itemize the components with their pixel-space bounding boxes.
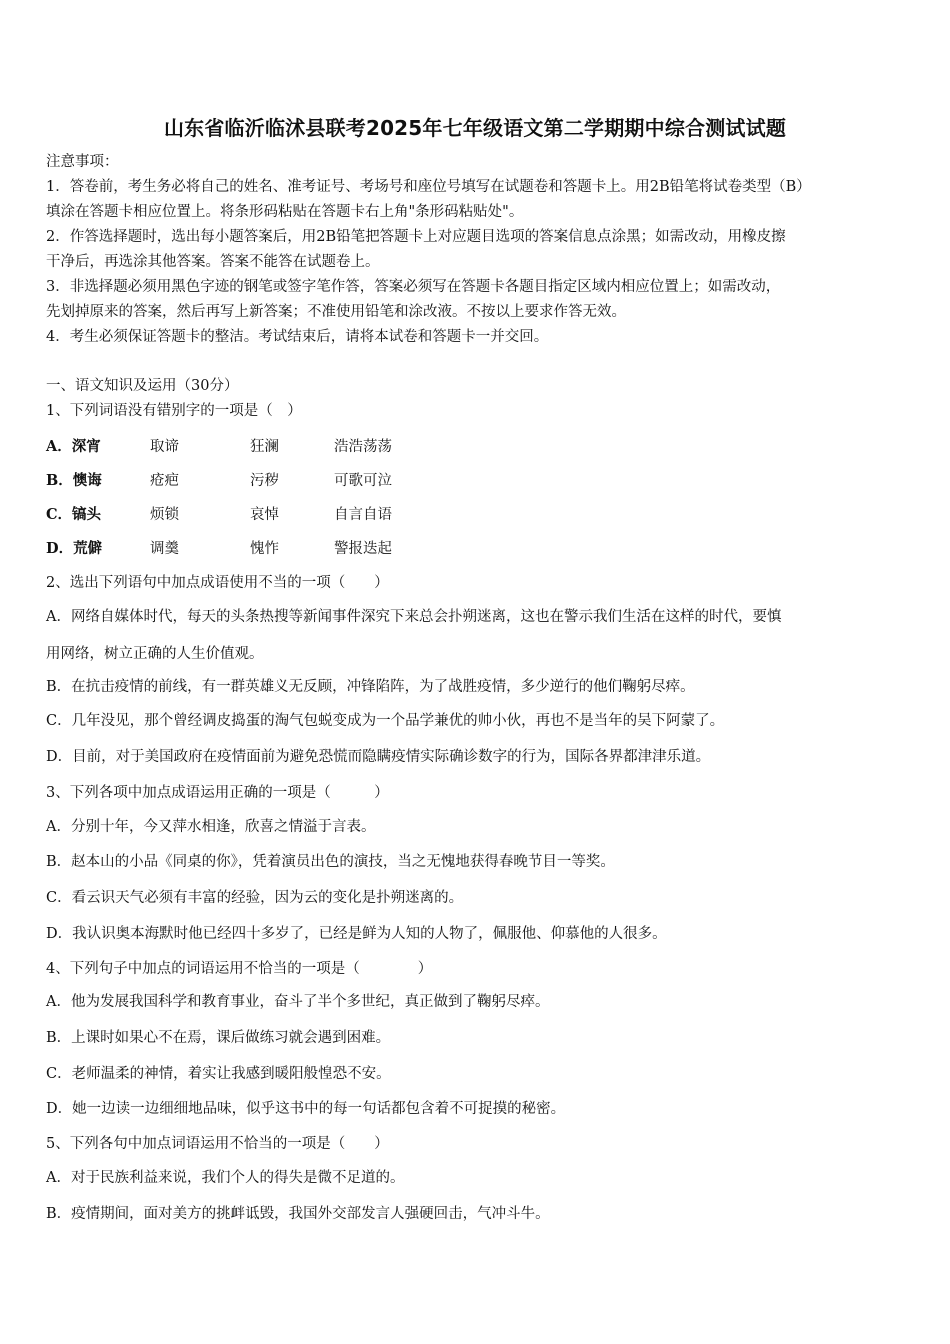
question-1-stem: 1、下列词语没有错别字的一项是（ ） — [46, 403, 302, 419]
question-2-option-d: D．目前，对于美国政府在疫情面前为避免恐慌而隐瞒疫情实际确诊数字的行为，国际各界都津津乐道。 — [46, 749, 711, 765]
section-heading: 一、语文知识及运用（30分） — [46, 378, 239, 394]
question-4-option-c: C．老师温柔的神情，着实让我感到暖阳般惶恐不安。 — [46, 1066, 391, 1082]
question-4-option-b: B．上课时如果心不在焉，课后做练习就会遇到困难。 — [46, 1030, 391, 1046]
question-5-option-a: A．对于民族利益来说，我们个人的得失是微不足道的。 — [46, 1170, 405, 1186]
notice-line: 先划掉原来的答案，然后再写上新答案；不准使用铅笔和涂改液。不按以上要求作答无效。 — [46, 304, 626, 320]
question-3-option-a: A．分别十年，今又萍水相逢，欣喜之情溢于言表。 — [46, 819, 376, 835]
question-3-option-d: D．我认识奥本海默时他已经四十多岁了，已经是鲜为人知的人物了，佩服他、仰慕他的人很多。 — [46, 926, 667, 942]
question-5-stem: 5、下列各句中加点词语运用不恰当的一项是（ ） — [46, 1136, 389, 1152]
notice-line: 干净后，再选涂其他答案。答案不能答在试题卷上。 — [46, 254, 380, 270]
notice-line: 2．作答选择题时，选出每小题答案后，用2B铅笔把答题卡上对应题目选项的答案信息点涂黑；如需改动，用橡皮擦 — [46, 229, 786, 245]
question-2-option-b: B．在抗击疫情的前线，有一群英雄义无反顾，冲锋陷阵，为了战胜疫情，多少逆行的他们鞠躬尽瘁。 — [46, 679, 695, 695]
notice-line: 4．考生必须保证答题卡的整洁。考试结束后，请将本试卷和答题卡一并交回。 — [46, 329, 549, 345]
question-2-option-a-cont: 用网络，树立正确的人生价值观。 — [46, 646, 264, 662]
question-4-stem: 4、下列句子中加点的词语运用不恰当的一项是（ ） — [46, 961, 433, 977]
question-2-option-a: A．网络自媒体时代，每天的头条热搜等新闻事件深究下来总会扑朔迷离，这也在警示我们生活在这样的时代，要慎 — [46, 609, 782, 625]
question-3-option-c: C．看云识天气必须有丰富的经验，因为云的变化是扑朔迷离的。 — [46, 890, 464, 906]
question-3-stem: 3、下列各项中加点成语运用正确的一项是（ ） — [46, 785, 389, 801]
question-2-stem: 2、选出下列语句中加点成语使用不当的一项（ ） — [46, 575, 389, 591]
notice-heading: 注意事项： — [46, 154, 119, 170]
question-4-option-d: D．她一边读一边细细地品味，似乎这书中的每一句话都包含着不可捉摸的秘密。 — [46, 1101, 566, 1117]
question-2-option-c: C．几年没见，那个曾经调皮捣蛋的淘气包蜕变成为一个品学兼优的帅小伙，再也不是当年的吴下阿蒙了。 — [46, 713, 725, 729]
question-3-option-b: B．赵本山的小品《同桌的你》，凭着演员出色的演技，当之无愧地获得春晚节目一等奖。 — [46, 854, 615, 870]
exam-page: 山东省临沂临沭县联考2025年七年级语文第二学期期中综合测试试题 注意事项： 1．答卷前，考生务必将自己的姓名、准考证号、考场号和座位号填写在试题卷和答题卡上。用2B铅笔将试卷类型（B） 填涂在答题卡相应位置上。将条形码粘贴在答题卡右上角"条形码粘贴处"。 2．作答选择题时，选出每小题答案后，用2B铅笔把答题卡上对应题目选项的答案信息点涂黑；如需改动，用橡皮擦 干净后，再选涂其他答案。答案不能答在试题卷上。 3．非选择题必须用黑色字迹的钢笔或签字笔作答，答案必须写在答题卡各题目指定区域内相应位置上；如需改动， 先划掉原来的答案，然后再写上新答案；不准使用铅笔和涂改液。不按以上要求作答无效。 4．考生必须保证答题卡的整洁。考试结束后，请将本试卷和答题卡一并交回。 一、语文知识及运用（30分） 1、下列词语没有错别字的一项是（ ） A．深宵 取谛 狂澜 浩浩荡荡 B．懊诲 疮疤 污秽 可歌可泣 C．镐头 烦锁 哀悼 自言自语 D．荒僻 调羹 愧怍 警报迭起 2、选出下列语句中加点成语使用不当的一项（ ） A．网络自媒体时代，每天的头条热搜等新闻事件深究下来总会扑朔迷离，这也在警示我们生活在这样的时代，要慎 用网络，树立正确的人生价值观。 B．在抗击疫情的前线，有一群英雄义无反顾，冲锋陷阵，为了战胜疫情，多少逆行的他们鞠躬尽瘁。 C．几年没见，那个曾经调皮捣蛋的淘气包蜕变成为一个品学兼优的帅小伙，再也不是当年的吴下阿蒙了。 D．目前，对于美国政府在疫情面前为避免恐慌而隐瞒疫情实际确诊数字的行为，国际各界都津津乐道。 3、下列各项中加点成语运用正确的一项是（ ） A．分别十年，今又萍水相逢，欣喜之情溢于言表。 B．赵本山的小品《同桌的你》，凭着演员出色的演技，当之无愧地获得春晚节目一等奖。 C．看云识天气必须有丰富的经验，因为云的变化是扑朔迷离的。 D．我认识奥本海默时他已经四十多岁了，已经是鲜为人知的人物了，佩服他、仰慕他的人很多。 4、下列句子中加点的词语运用不恰当的一项是（ ） A．他为发展我国科学和教育事业，奋斗了半个多世纪，真正做到了鞠躬尽瘁。 B．上课时如果心不在焉，课后做练习就会遇到困难。 C．老师温柔的神情，着实让我感到暖阳般惶恐不安。 D．她一边读一边细细地品味，似乎这书中的每一句话都包含着不可捉摸的秘密。 5、下列各句中加点词语运用不恰当的一项是（ ） A．对于民族利益来说，我们个人的得失是微不足道的。 B．疫情期间，面对美方的挑衅诋毁，我国外交部发言人强硬回击，气冲斗牛。 — [0, 0, 950, 1344]
question-4-option-a: A．他为发展我国科学和教育事业，奋斗了半个多世纪，真正做到了鞠躬尽瘁。 — [46, 994, 550, 1010]
notice-line: 3．非选择题必须用黑色字迹的钢笔或签字笔作答，答案必须写在答题卡各题目指定区域内相应位置上；如需改动， — [46, 279, 781, 295]
page-title: 山东省临沂临沭县联考2025年七年级语文第二学期期中综合测试试题 — [163, 116, 787, 140]
notice-line: 填涂在答题卡相应位置上。将条形码粘贴在答题卡右上角"条形码粘贴处"。 — [46, 204, 524, 220]
question-5-option-b: B．疫情期间，面对美方的挑衅诋毁，我国外交部发言人强硬回击，气冲斗牛。 — [46, 1206, 550, 1222]
notice-line: 1．答卷前，考生务必将自己的姓名、准考证号、考场号和座位号填写在试题卷和答题卡上。用2B铅笔将试卷类型（B） — [46, 179, 811, 195]
